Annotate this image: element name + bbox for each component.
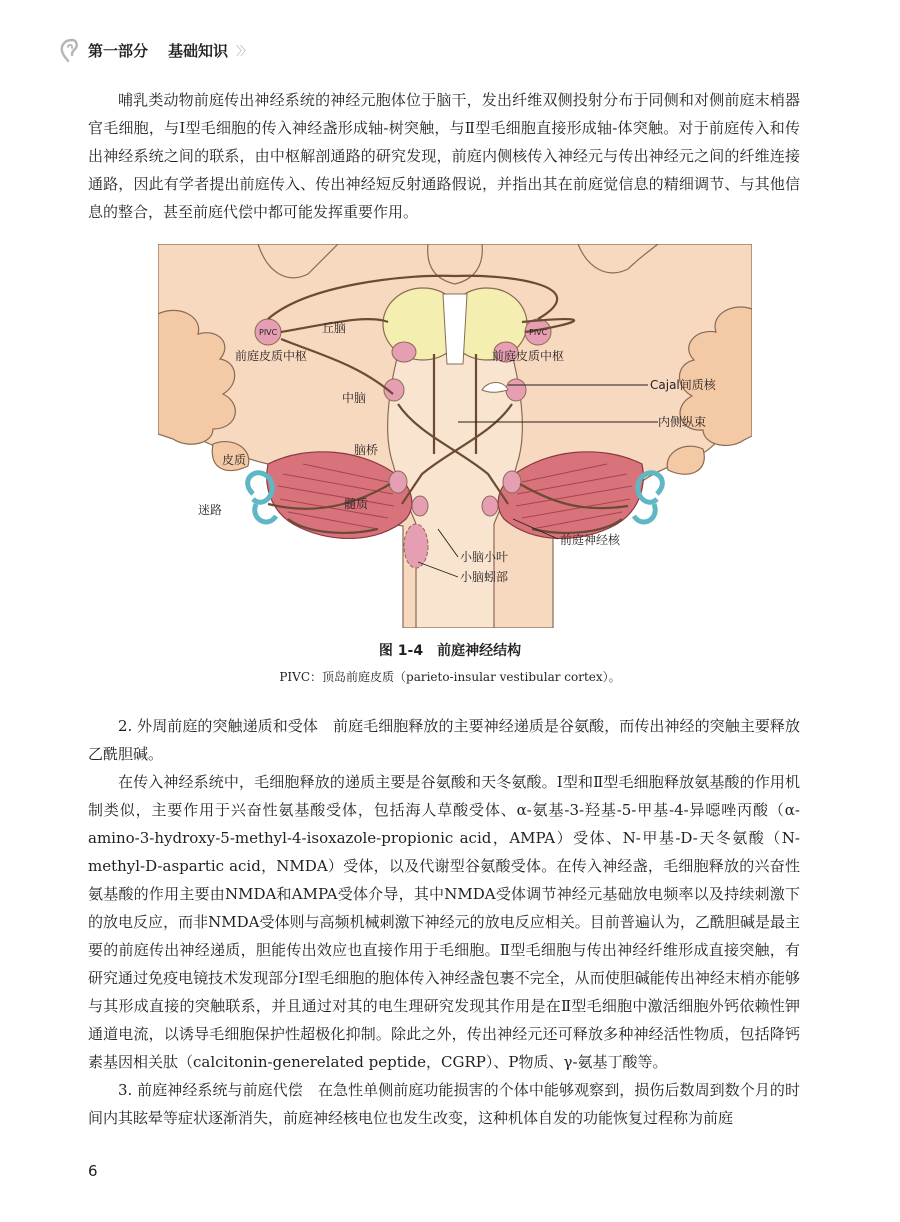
figure-caption: 图 1-4 前庭神经结构 — [378, 643, 522, 659]
label-vermis: 小脑蚓部 — [460, 570, 509, 584]
vestibular-structure-figure — [158, 244, 752, 628]
label-cortex-center-left: 前庭皮质中枢 — [235, 349, 308, 363]
paragraph-4: 3. 前庭神经系统与前庭代偿 在急性单侧前庭功能损害的个体中能够观察到，损伤后数周到数个月的时间内其眩晕等症状逐渐消失，前庭神经核电位也发生改变，这种机体自发的功能恢复过程称为前庭 — [88, 1081, 800, 1127]
section-title: 基础知识 — [168, 41, 229, 60]
label-pivc-right: PIVC — [529, 328, 548, 337]
paragraph-1: 哺乳类动物前庭传出神经系统的神经元胞体位于脑干，发出纤维双侧投射分布于同侧和对侧前庭末梢器官毛细胞，与Ⅰ型毛细胞的传入神经盏形成轴-树突触，与Ⅱ型毛细胞直接形成轴-体突触。对于前庭传入和传出神经系统之间的联系，由中枢解剖通路的研究发现，前庭内侧核传入神经元与传出神经元之间的纤维连接通路，因此有学者提出前庭传入、传出神经短反射通路假说，并指出其在前庭觉信息的精细调节、与其他信息的整合，甚至前庭代偿中都可能发挥重要作用。 — [88, 91, 800, 221]
labyrinth-right — [634, 473, 662, 522]
label-medulla: 髓质 — [344, 497, 369, 511]
label-thalamus: 丘脑 — [322, 321, 347, 335]
label-pons: 脑桥 — [354, 443, 379, 457]
part-title: 第一部分 — [88, 41, 149, 60]
page-number: 6 — [88, 1162, 98, 1180]
vermis-shape — [404, 524, 428, 568]
label-vestibular-nuclei: 前庭神经核 — [560, 533, 621, 547]
label-cortex-center-right: 前庭皮质中枢 — [492, 349, 565, 363]
label-mlf: 内侧纵束 — [658, 415, 707, 429]
label-cajal: Cajal间质核 — [650, 378, 716, 392]
label-flocculus: 小脑小叶 — [460, 550, 509, 564]
labyrinth-left — [248, 473, 276, 522]
paragraph-2: 2. 外周前庭的突触递质和受体 前庭毛细胞释放的主要神经递质是谷氨酸，而传出神经的突触主要释放乙酰胆碱。 — [88, 717, 800, 763]
chevron-right-icon: 〉〉 — [236, 43, 251, 58]
figure-note: PIVC：顶岛前庭皮质（parieto-insular vestibular cortex）。 — [279, 670, 621, 684]
ear-icon — [58, 37, 80, 63]
running-header — [58, 32, 848, 68]
label-midbrain: 中脑 — [342, 391, 367, 405]
paragraph-3: 在传入神经系统中，毛细胞释放的递质主要是谷氨酸和天冬氨酸。Ⅰ型和Ⅱ型毛细胞释放氨基酸的作用机制类似，主要作用于兴奋性氨基酸受体，包括海人草酸受体、α-氨基-3-羟基-5-甲基-4-异噁唑丙酸（α-amino-3-hydroxy-5-methyl-4-isoxazole-propionic acid，AMPA）受体、N-甲基-D-天冬氨酸（N-methyl-D-aspartic acid，NMDA）受体，以及代谢型谷氨酸受体。在传入神经盏，毛细胞释放的兴奋性氨基酸的作用主要由NMDA和AMPA受体介导，其中NMDA受体调节神经元基础放电频率以及持续刺激下的放电反应，而非NMDA受体则与高频机械刺激下神经元的放电反应相关。目前普遍认为，乙酰胆碱是最主要的前庭传出神经递质，胆能传出效应也直接作用于毛细胞。Ⅱ型毛细胞与传出神经纤维形成直接突触，有研究通过免疫电镜技术发现部分Ⅰ型毛细胞的胞体传入神经盏包裹不完全，从而使胆碱能传出神经末梢亦能够与其形成直接的突触联系，并且通过对其的电生理研究发现其作用是在Ⅱ型毛细胞中激活细胞外钙依赖性钾通道电流，以诱导毛细胞保护性超极化抑制。除此之外，传出神经元还可释放多种神经活性物质，包括降钙素基因相关肽（calcitonin-generelated peptide，CGRP）、P物质、γ-氨基丁酸等。 — [88, 773, 800, 1071]
label-cortex: 皮质 — [222, 453, 247, 467]
label-pivc-left: PIVC — [259, 328, 278, 337]
label-labyrinth: 迷路 — [198, 503, 223, 517]
